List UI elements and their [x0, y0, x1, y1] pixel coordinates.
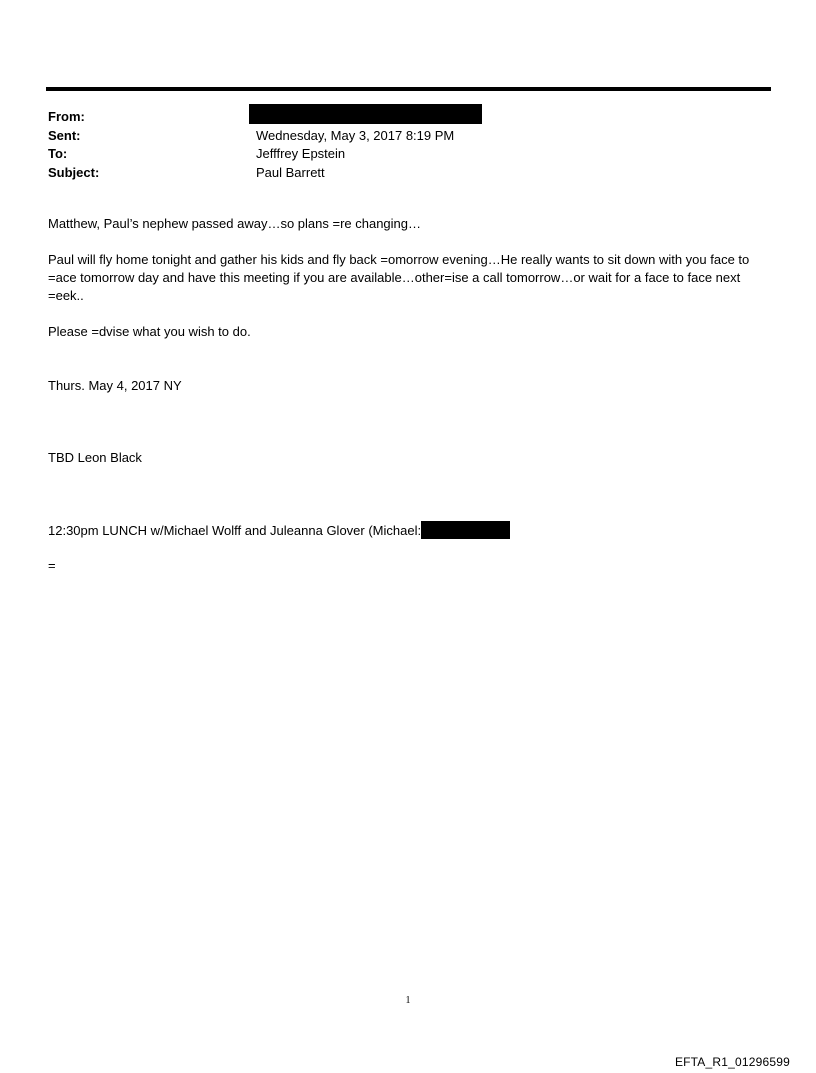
subject-row: [48, 164, 748, 183]
to-label: To:: [48, 146, 68, 161]
schedule-date-line: Thurs. May 4, 2017 NY: [48, 378, 182, 393]
lunch-redaction-block: [421, 521, 510, 539]
trailing-equals: =: [48, 558, 56, 573]
sent-label: Sent:: [48, 127, 81, 143]
to-row: [48, 145, 748, 164]
body-paragraph-1: Matthew, Paul’s nephew passed away…so plans =re changing…: [48, 216, 422, 231]
body-paragraph-3: Please =dvise what you wish to do.: [48, 324, 251, 339]
sent-row: [48, 127, 748, 146]
header-divider-rule: [46, 87, 771, 91]
subject-label: Subject:: [48, 164, 100, 180]
schedule-item-tbd: TBD Leon Black: [48, 450, 142, 465]
document-id: EFTA_R1_01296599: [674, 1055, 790, 1069]
to-value: Jefffrey Epstein: [256, 146, 346, 161]
from-label: From:: [48, 109, 85, 124]
body-paragraph-2: Paul will fly home tonight and gather his kids and fly back =omorrow evening…He really wants to sit down with you face to =ace tomorrow day and have this meeting if you are available…other=ise a call tomorrow…or wait for a face to face next =eek..: [48, 252, 750, 303]
email-header: [48, 108, 748, 182]
lunch-text: 12:30pm LUNCH w/Michael Wolff and Juleanna Glover (Michael:: [48, 523, 422, 538]
from-redaction-block: [249, 104, 482, 124]
subject-value: Paul Barrett: [256, 164, 325, 180]
from-row: [48, 108, 748, 127]
page-number: 1: [405, 995, 411, 1006]
schedule-item-lunch: [48, 521, 768, 540]
sent-value: Wednesday, May 3, 2017 8:19 PM: [256, 127, 455, 143]
